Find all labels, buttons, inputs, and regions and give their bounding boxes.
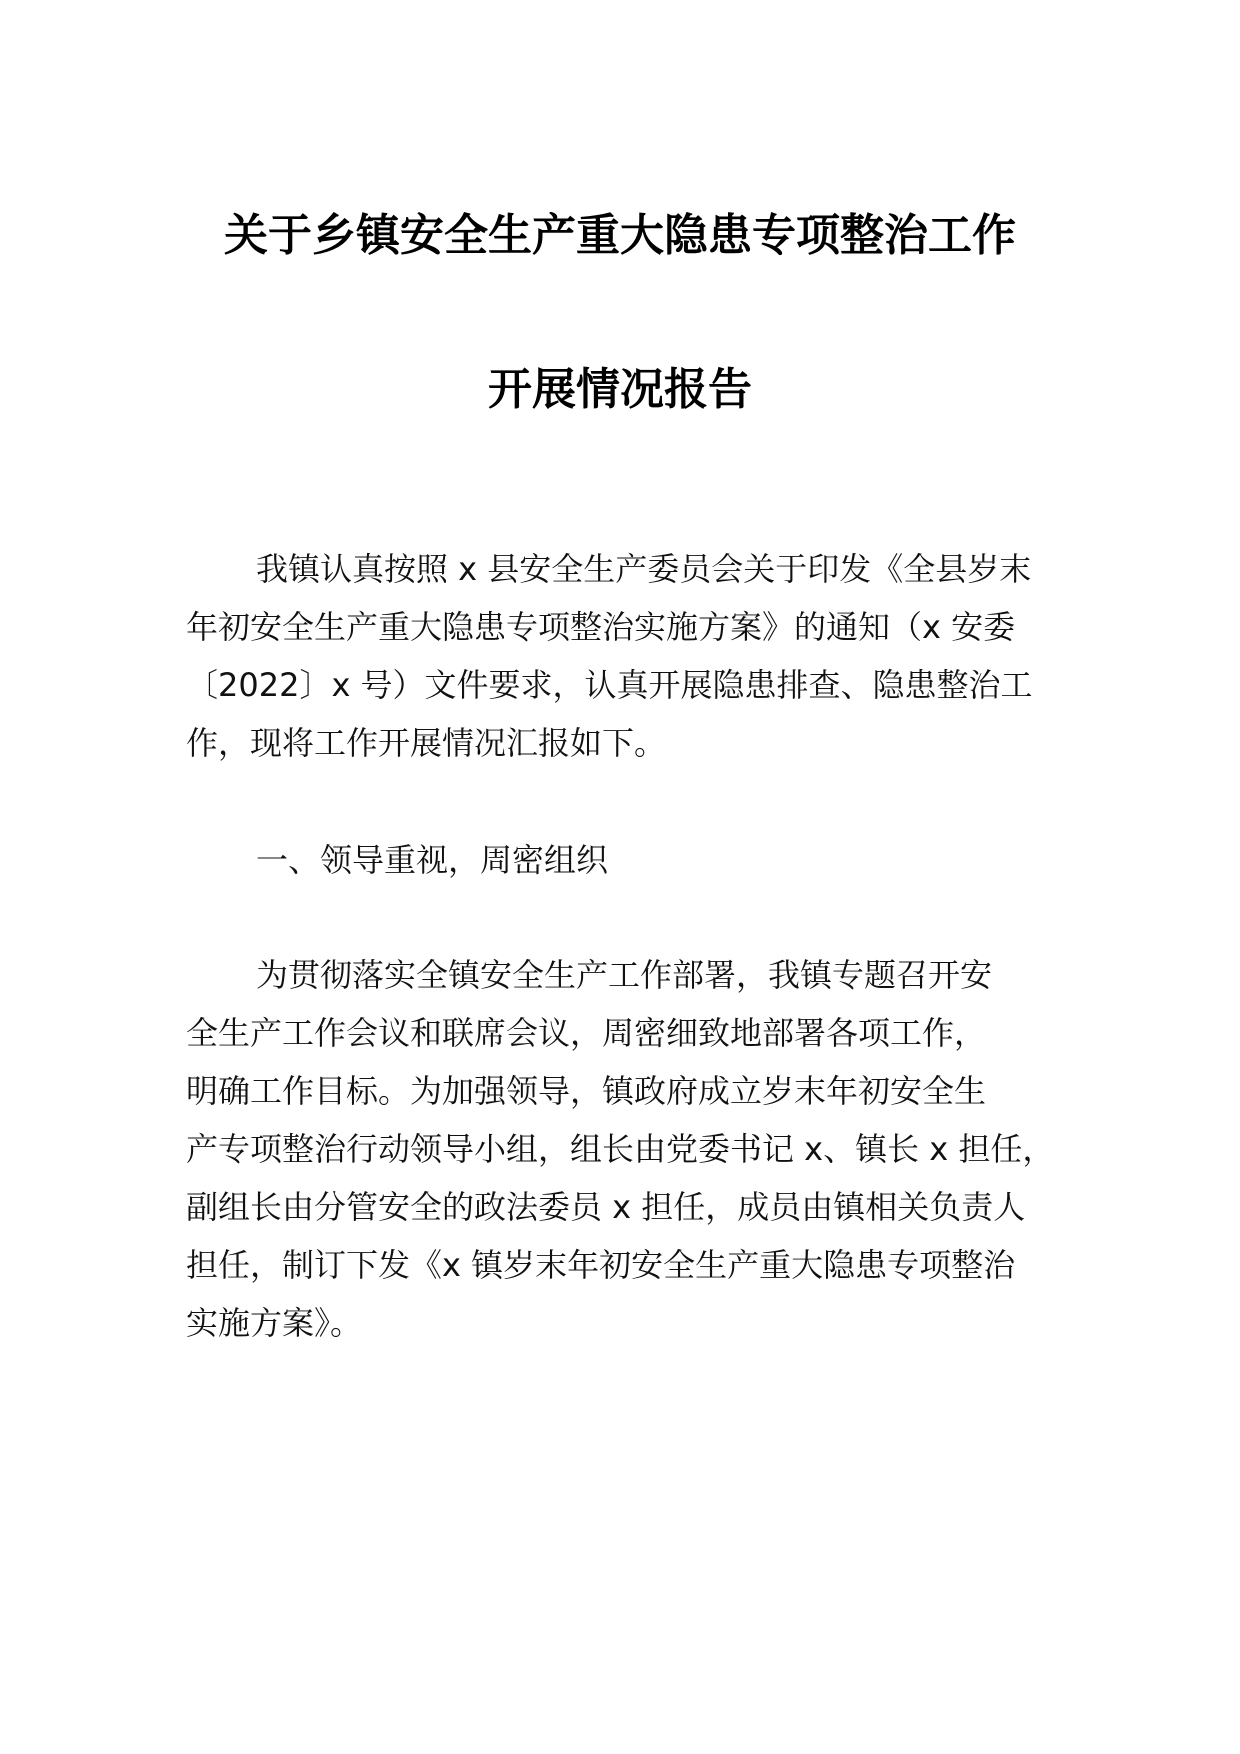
paragraph-line: 全生产工作会议和联席会议，周密细致地部署各项工作， [186, 1014, 987, 1052]
paragraph-line: 为贯彻落实全镇安全生产工作部署，我镇专题召开安 [256, 956, 993, 994]
paragraph-line: 明确工作目标。为加强领导，镇政府成立岁末年初安全生 [186, 1072, 987, 1110]
paragraph-line: 产专项整治行动领导小组，组长由党委书记 x、镇长 x 担任， [186, 1130, 1055, 1168]
paragraph-line: 实施方案》。 [186, 1304, 363, 1342]
section-heading-text: 一、领导重视，周密组织 [256, 841, 609, 879]
paragraph-line: 年初安全生产重大隐患专项整治实施方案》的通知（x 安委 [186, 608, 1016, 646]
paragraph-line: 副组长由分管安全的政法委员 x 担任，成员由镇相关负责人 [186, 1188, 1026, 1226]
intro-paragraph [186, 540, 1046, 772]
paragraph-line: 〔2022〕x 号）文件要求，认真开展隐患排查、隐患整治工 [186, 666, 1033, 704]
document-title-line-1: 关于乡镇安全生产重大隐患专项整治工作 [224, 210, 1016, 261]
paragraph-line: 我镇认真按照 x 县安全生产委员会关于印发《全县岁末 [256, 550, 1032, 588]
paragraph-line: 担任，制订下发《x 镇岁末年初安全生产重大隐患专项整治 [186, 1246, 1016, 1284]
document-title-line-2: 开展情况报告 [488, 364, 752, 415]
section-heading-1 [186, 831, 1046, 889]
section-1-paragraph [186, 946, 1055, 1352]
paragraph-line: 作，现将工作开展情况汇报如下。 [186, 724, 667, 762]
